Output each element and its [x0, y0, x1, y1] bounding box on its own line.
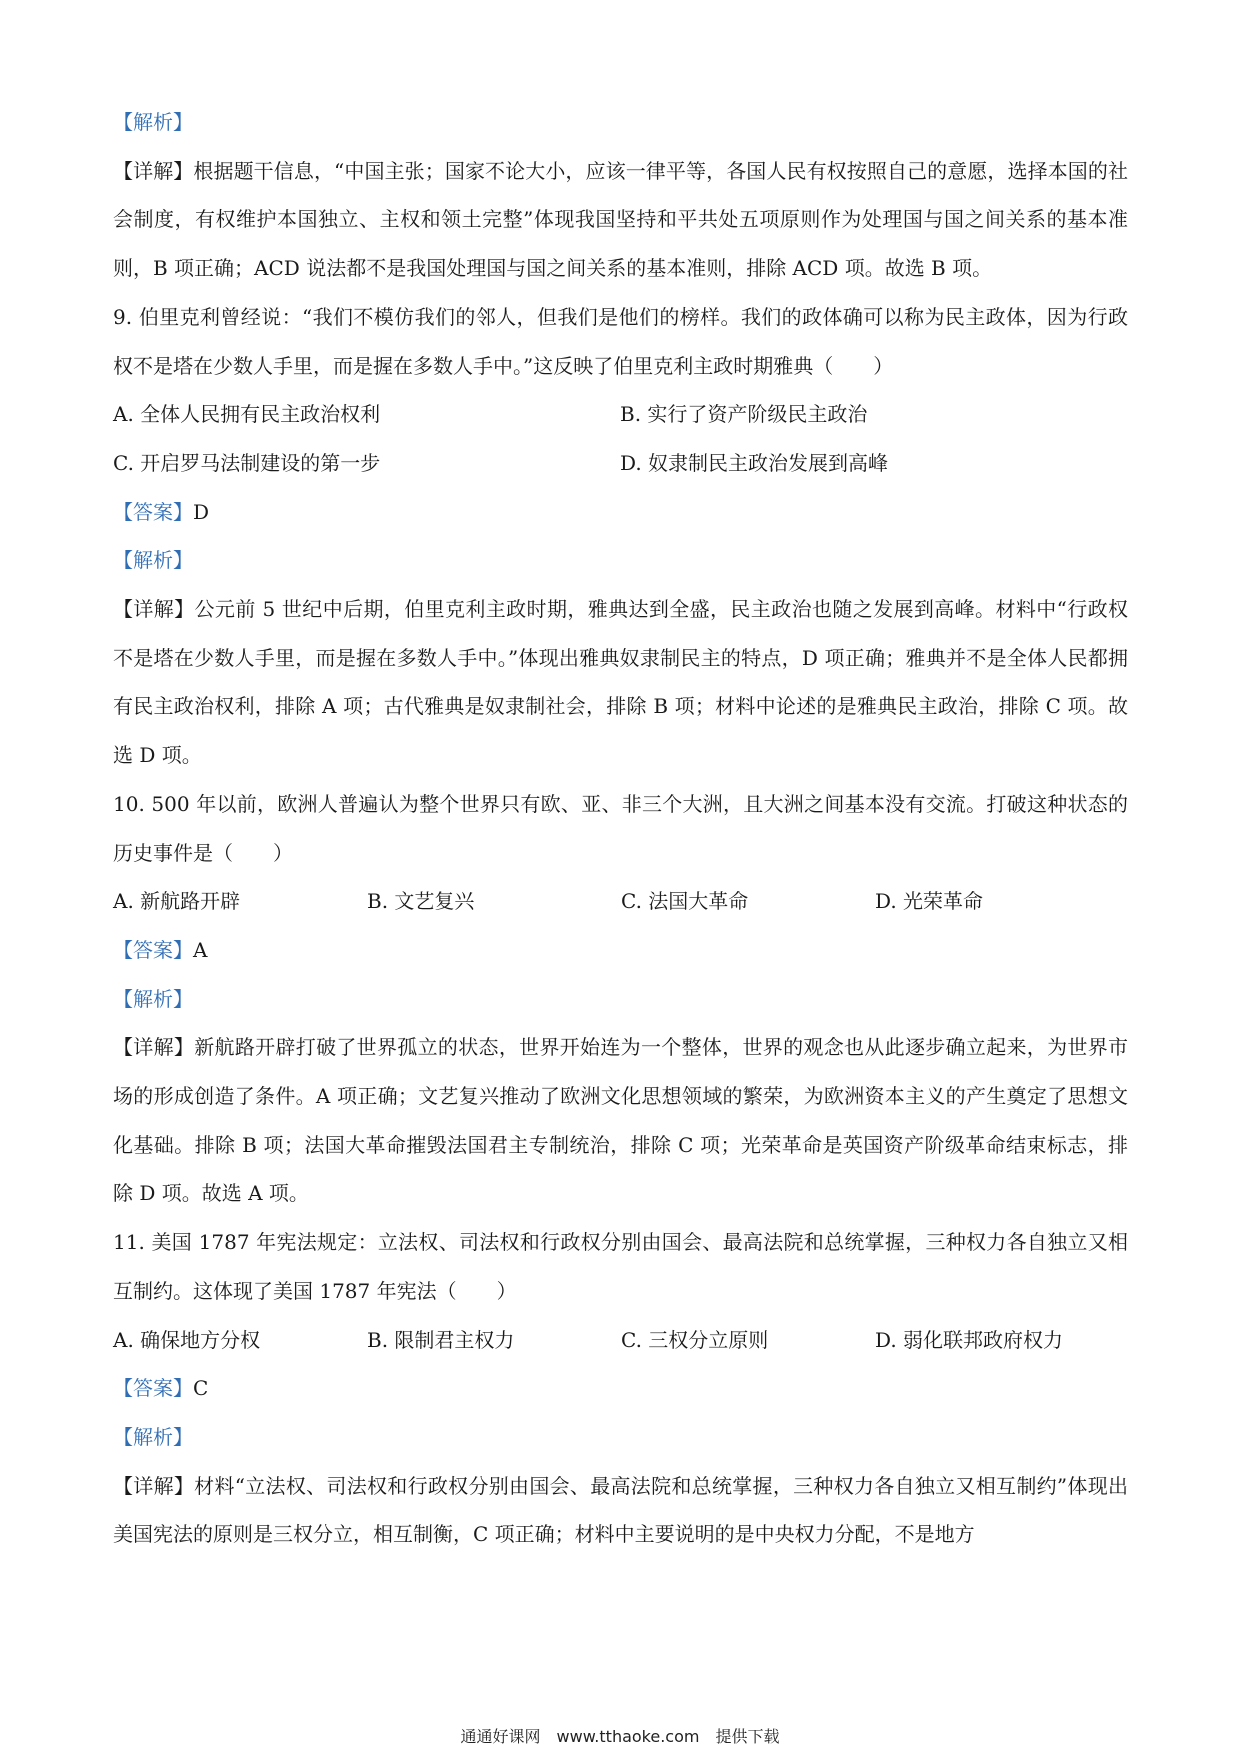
- q11-answer: [113, 1364, 1128, 1413]
- q11-analysis: [113, 1413, 1128, 1462]
- q10-detail: [113, 1023, 1128, 1218]
- detail-text: 新航路开辟打破了世界孤立的状态，世界开始连为一个整体，世界的观念也从此逐步确立起来，为世界市场的形成创造了条件。A 项正确；文艺复兴推动了欧洲文化思想领域的繁荣，为欧洲资本主义的产生奠定了思想文化基础。排除 B 项；法国大革命摧毁法国君主专制统治，排除 C 项；光荣革命是英国资产阶级革命结束标志，排除 D 项。故选 A 项。: [113, 1035, 1129, 1206]
- option-c: C. 开启罗马法制建设的第一步: [113, 450, 381, 475]
- analysis-tag: 【解析】: [113, 110, 193, 134]
- option-d: D. 光荣革命: [875, 889, 984, 914]
- q11-detail: [113, 1462, 1128, 1559]
- analysis-tag: 【解析】: [113, 548, 193, 573]
- option-c: C. 三权分立原则: [621, 1327, 769, 1352]
- detail-tag: 【详解】: [113, 597, 195, 622]
- option-a: A. 全体人民拥有民主政治权利: [113, 402, 381, 427]
- detail-tag: 【详解】: [113, 158, 194, 183]
- answer-value: D: [193, 499, 210, 524]
- q9-options-row-2: [113, 439, 1128, 488]
- option-a: A. 新航路开辟: [113, 889, 241, 914]
- q11-stem: 11. 美国 1787 年宪法规定：立法权、司法权和行政权分别由国会、最高法院和总统掌握，三种权力各自独立又相互制约。这体现了美国 1787 年宪法（ ）: [113, 1230, 1128, 1303]
- option-b: B. 限制君主权力: [367, 1327, 515, 1352]
- detail-text: 公元前 5 世纪中后期，伯里克利主政时期，雅典达到全盛，民主政治也随之发展到高峰。材料中“行政权不是塔在少数人手里，而是握在多数人手中。”体现出雅典奴隶制民主的特点，D 项正确；雅典并不是全体人民都拥有民主政治权利，排除 A 项；古代雅典是奴隶制社会，排除 B 项；材料中论述的是雅典民主政治，排除 C 项。故选 D 项。: [113, 597, 1128, 768]
- detail-tag: 【详解】: [113, 1035, 195, 1060]
- page-content: [113, 98, 1128, 1559]
- q9-analysis: [113, 536, 1128, 585]
- answer-tag: 【答案】: [113, 1376, 193, 1401]
- q10-analysis: [113, 975, 1128, 1024]
- option-d: D. 弱化联邦政府权力: [875, 1327, 1064, 1352]
- answer-value: C: [193, 1376, 209, 1401]
- q9-stem: 9. 伯里克利曾经说：“我们不模仿我们的邻人，但我们是他们的榜样。我们的政体确可以称为民主政体，因为行政权不是塔在少数人手里，而是握在多数人手中。”这反映了伯里克利主政时期雅典（ ）: [113, 304, 1128, 378]
- q9-options-row-1: [113, 390, 1128, 439]
- option-b: B. 文艺复兴: [367, 889, 475, 914]
- option-c: C. 法国大革命: [621, 889, 749, 914]
- q10-options: [113, 877, 1128, 926]
- answer-tag: 【答案】: [113, 937, 193, 962]
- option-b: B. 实行了资产阶级民主政治: [620, 402, 868, 427]
- q8-detail: [113, 147, 1128, 293]
- detail-text: 材料“立法权、司法权和行政权分别由国会、最高法院和总统掌握，三种权力各自独立又相互制约”体现出美国宪法的原则是三权分立，相互制衡，C 项正确；材料中主要说明的是中央权力分配，不是地方: [113, 1473, 1129, 1547]
- q9-answer: [113, 488, 1128, 537]
- analysis-tag: 【解析】: [113, 1424, 193, 1449]
- option-a: A. 确保地方分权: [113, 1327, 261, 1352]
- q11-options: [113, 1316, 1128, 1365]
- q9-detail: [113, 585, 1128, 780]
- detail-text: 根据题干信息，“中国主张；国家不论大小，应该一律平等，各国人民有权按照自己的意愿，选择本国的社会制度，有权维护本国独立、主权和领土完整”体现我国坚持和平共处五项原则作为处理国与国之间关系的基本准则，B 项正确；ACD 说法都不是我国处理国与国之间关系的基本准则，排除 ACD 项。故选 B 项。: [113, 158, 1128, 281]
- detail-tag: 【详解】: [113, 1473, 195, 1498]
- option-d: D. 奴隶制民主政治发展到高峰: [620, 450, 889, 475]
- q8-analysis: [113, 98, 1128, 147]
- answer-value: A: [193, 937, 208, 962]
- answer-tag: 【答案】: [113, 499, 193, 524]
- q10-stem: 10. 500 年以前，欧洲人普遍认为整个世界只有欧、亚、非三个大洲，且大洲之间基本没有交流。打破这种状态的历史事件是（ ）: [113, 791, 1128, 865]
- page-footer: 通通好课网 www.tthaoke.com 提供下载: [460, 1727, 780, 1746]
- analysis-tag: 【解析】: [113, 986, 193, 1011]
- q10-answer: [113, 926, 1128, 975]
